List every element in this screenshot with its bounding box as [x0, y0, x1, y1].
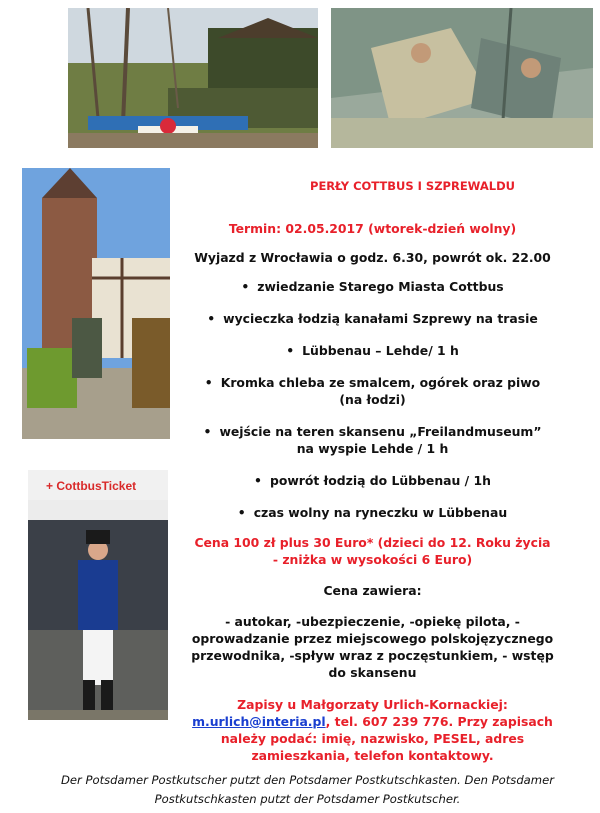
list-item: • czas wolny na ryneczku w Lübbenau: [237, 505, 508, 520]
registration-details: m.urlich@interia.pl, tel. 607 239 776. Przy zapisach należy podać: imię, nazwisko, PESEL, adres zamieszkania, telefon kontaktowy.: [192, 714, 553, 763]
list-item: • wycieczka łodzią kanałami Szprewy na trasie: [207, 311, 538, 326]
bullet-icon: •: [241, 279, 250, 294]
list-item: • Lübbenau – Lehde/ 1 h: [286, 343, 459, 358]
plus-icon: +: [46, 479, 54, 493]
registration-heading: Zapisy u Małgorzaty Urlich-Kornackiej:: [237, 697, 508, 712]
bullet-icon: •: [203, 424, 212, 439]
photo-spreewald-canal: [68, 8, 318, 148]
photo-cottbus-ticket: [28, 470, 168, 720]
price-includes-heading: Cena zawiera:: [323, 583, 422, 598]
ticket-sign: + CottbusTicket: [46, 479, 137, 493]
trip-date: Termin: 02.05.2017 (wtorek-dzień wolny): [228, 221, 517, 236]
bullet-icon: •: [286, 343, 295, 358]
bullet-icon: •: [254, 473, 262, 488]
departure-info: Wyjazd z Wrocławia o godz. 6.30, powrót ok. 22.00: [194, 250, 551, 265]
list-item: • zwiedzanie Starego Miasta Cottbus: [241, 279, 504, 294]
list-item: • Kromka chleba ze smalcem, ogórek oraz piwo (na łodzi): [204, 375, 541, 407]
offer-content: [180, 220, 565, 764]
list-item: • wejście na teren skansenu „Freilandmuseum” na wyspie Lehde / 1 h: [203, 424, 542, 456]
bullet-icon: •: [237, 505, 246, 520]
price-info: Cena 100 zł plus 30 Euro* (dzieci do 12. Roku życia - zniżka w wysokości 6 Euro): [194, 535, 551, 567]
itinerary-list: [180, 278, 565, 521]
price-includes: - autokar, -ubezpieczenie, -opiekę pilota, -oprowadzanie przez miejscowego polskojęzycznego przewodnika, -spływ wraz z poczęstunkiem, - wstęp do skansenu: [191, 614, 554, 680]
bullet-icon: •: [207, 311, 216, 326]
page-title: PERŁY COTTBUS I SZPREWALDU: [310, 179, 515, 193]
email-link[interactable]: m.urlich@interia.pl: [192, 714, 326, 729]
list-item: • powrót łodzią do Lübbenau / 1h: [254, 473, 491, 488]
photo-cottbus-tower: [22, 168, 170, 439]
photo-mural: [331, 8, 593, 148]
bullet-icon: •: [204, 375, 213, 390]
footer-tongue-twister: Der Potsdamer Postkutscher putzt den Potsdamer Postkutschkasten. Den Potsdamer Postkutschkasten putzt der Potsdamer Postkutscher.: [61, 773, 554, 806]
